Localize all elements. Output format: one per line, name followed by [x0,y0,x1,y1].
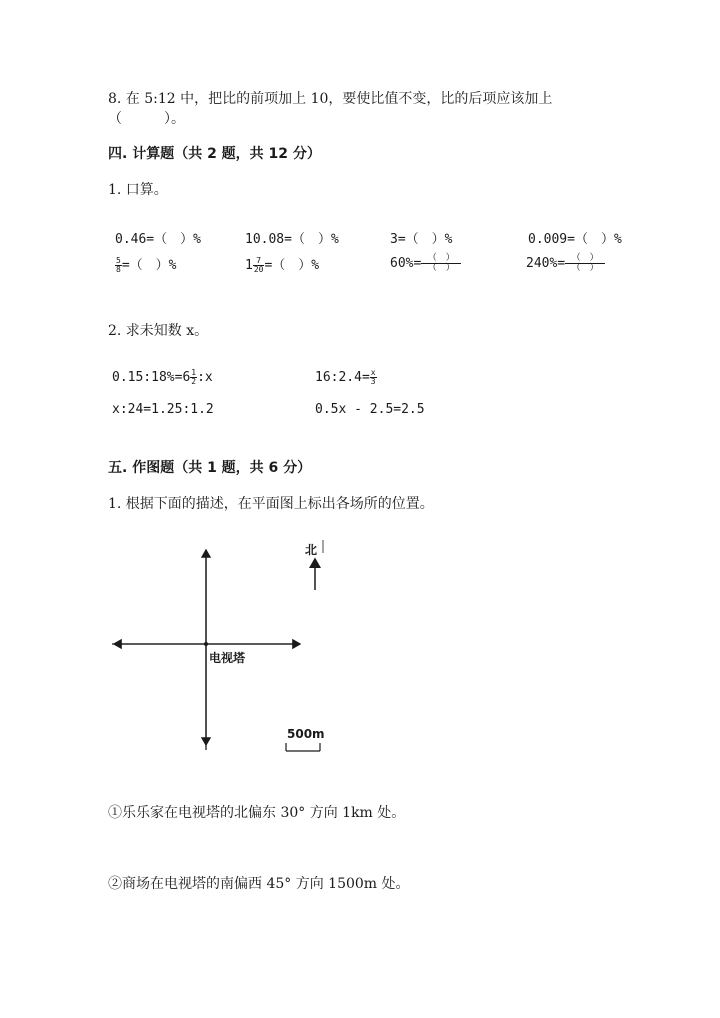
equation-3: x:24=1.25:1.2 [112,402,214,417]
north-label: 北 [305,543,318,557]
mental-math-item-6: 1 $\frac{7}{20}$ =（ ）% [245,256,320,274]
question-8-line1: 8. 在 5:12 中，把比的前项加上 10，要使比值不变，比的后项应该加上 [108,91,553,107]
mental-math-item-4: 0.009=（ ）% [528,232,622,247]
mental-math-title: 1. 口算。 [108,182,168,198]
fraction-7-20: $\frac{7}{20}$ [253,256,264,274]
fraction-x-3: $\frac{x}{3}$ [370,368,376,386]
mental-math-item-7: 60%= $\frac{( )}{( )}$ [390,254,461,273]
mental-math-item-5: $\frac{5}{8}$ =（ ）% [116,256,177,274]
task-item-2: ②商场在电视塔的南偏西 45° 方向 1500m 处。 [108,876,410,892]
section-4-heading: 四. 计算题（共 2 题，共 12 分） [108,146,321,162]
mental-math-item-3: 3=（ ）% [390,232,453,247]
equation-1: 0.15:18%=6 $\frac{1}{2}$ :x [112,368,213,386]
task-item-1: ①乐乐家在电视塔的北偏东 30° 方向 1km 处。 [108,805,406,821]
equation-4: 0.5x - 2.5=2.5 [315,402,425,417]
mental-math-item-8: 240%= $\frac{( )}{( )}$ [526,254,605,273]
question-8-answer-blank: （ ）。 [108,111,185,127]
mental-math-item-1: 0.46=（ ）% [115,232,201,247]
drawing-task-title: 1. 根据下面的描述，在平面图上标出各场所的位置。 [108,496,434,512]
tv-tower-label: 电视塔 [209,651,246,665]
tv-tower-point [204,642,208,646]
fraction-1-2: $\frac{1}{2}$ [191,368,197,386]
mental-math-item-2: 10.08=（ ）% [245,232,339,247]
solve-x-title: 2. 求未知数 x。 [108,323,209,339]
scale-label: 500m [287,727,325,741]
fraction-5-8: $\frac{5}{8}$ [116,256,121,274]
blank-fraction: $\frac{( )}{( )}$ [421,254,461,273]
section-5-heading: 五. 作图题（共 1 题，共 6 分） [108,460,312,476]
blank-fraction: $\frac{( )}{( )}$ [565,254,605,273]
equation-2: 16:2.4= $\frac{x}{3}$ [315,368,376,386]
